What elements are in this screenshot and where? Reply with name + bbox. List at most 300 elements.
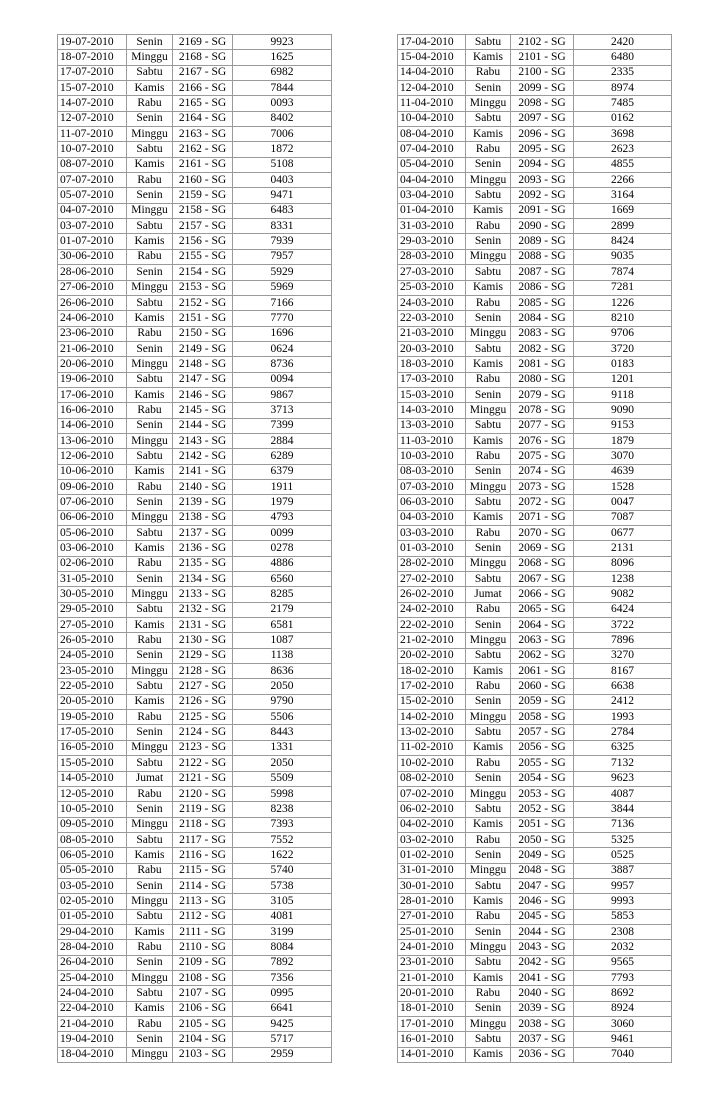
number-cell: 3887 [574,863,672,878]
date-cell: 03-07-2010 [58,219,127,234]
date-cell: 03-06-2010 [58,541,127,556]
date-cell: 25-04-2010 [58,970,127,985]
number-cell: 6379 [233,464,332,479]
results-table-left-body [58,35,332,1063]
day-cell: Minggu [466,863,511,878]
code-cell: 2164 - SG [173,111,233,126]
code-cell: 2097 - SG [511,111,574,126]
table-row [58,387,332,402]
day-cell: Senin [466,694,511,709]
day-cell: Kamis [127,81,173,96]
date-cell: 08-07-2010 [58,157,127,172]
day-cell: Minggu [127,50,173,65]
date-cell: 19-05-2010 [58,710,127,725]
day-cell: Senin [466,924,511,939]
table-row [58,81,332,96]
number-cell: 2623 [574,142,672,157]
table-row [398,295,672,310]
code-cell: 2108 - SG [173,970,233,985]
number-cell: 1087 [233,633,332,648]
number-cell: 6480 [574,50,672,65]
code-cell: 2147 - SG [173,372,233,387]
number-cell: 0677 [574,526,672,541]
number-cell: 8238 [233,802,332,817]
day-cell: Kamis [466,280,511,295]
date-cell: 18-02-2010 [398,664,466,679]
number-cell: 2899 [574,219,672,234]
code-cell: 2093 - SG [511,173,574,188]
day-cell: Rabu [127,96,173,111]
number-cell: 8096 [574,556,672,571]
table-row [398,587,672,602]
code-cell: 2041 - SG [511,970,574,985]
code-cell: 2079 - SG [511,387,574,402]
day-cell: Rabu [127,326,173,341]
code-cell: 2144 - SG [173,418,233,433]
date-cell: 02-06-2010 [58,556,127,571]
date-cell: 24-06-2010 [58,311,127,326]
date-cell: 03-03-2010 [398,526,466,541]
code-cell: 2121 - SG [173,771,233,786]
number-cell: 4087 [574,786,672,801]
code-cell: 2098 - SG [511,96,574,111]
day-cell: Rabu [466,756,511,771]
code-cell: 2139 - SG [173,495,233,510]
date-cell: 18-01-2010 [398,1001,466,1016]
day-cell: Senin [466,387,511,402]
date-cell: 18-04-2010 [58,1047,127,1062]
number-cell: 2335 [574,65,672,80]
table-row [58,756,332,771]
date-cell: 03-05-2010 [58,878,127,893]
table-row [58,802,332,817]
day-cell: Kamis [127,311,173,326]
code-cell: 2107 - SG [173,986,233,1001]
day-cell: Senin [466,464,511,479]
table-row [58,449,332,464]
date-cell: 16-06-2010 [58,403,127,418]
day-cell: Minggu [466,786,511,801]
day-cell: Kamis [466,1047,511,1062]
date-cell: 14-03-2010 [398,403,466,418]
date-cell: 17-06-2010 [58,387,127,402]
date-cell: 01-05-2010 [58,909,127,924]
day-cell: Sabtu [466,955,511,970]
table-row [398,495,672,510]
date-cell: 27-05-2010 [58,618,127,633]
code-cell: 2104 - SG [173,1032,233,1047]
number-cell: 7040 [574,1047,672,1062]
date-cell: 28-01-2010 [398,894,466,909]
table-row [58,418,332,433]
code-cell: 2037 - SG [511,1032,574,1047]
table-row [398,111,672,126]
date-cell: 12-04-2010 [398,81,466,96]
number-cell: 5509 [233,771,332,786]
table-row [58,495,332,510]
code-cell: 2048 - SG [511,863,574,878]
day-cell: Kamis [466,203,511,218]
code-cell: 2052 - SG [511,802,574,817]
number-cell: 5108 [233,157,332,172]
day-cell: Rabu [466,295,511,310]
day-cell: Senin [466,157,511,172]
date-cell: 17-03-2010 [398,372,466,387]
number-cell: 8692 [574,986,672,1001]
table-row [398,35,672,50]
day-cell: Rabu [127,403,173,418]
table-row [398,618,672,633]
table-row [58,203,332,218]
table-row [58,403,332,418]
date-cell: 10-02-2010 [398,756,466,771]
number-cell: 1669 [574,203,672,218]
number-cell: 3164 [574,188,672,203]
date-cell: 08-05-2010 [58,832,127,847]
number-cell: 1201 [574,372,672,387]
date-cell: 17-02-2010 [398,679,466,694]
code-cell: 2046 - SG [511,894,574,909]
table-row [398,664,672,679]
code-cell: 2142 - SG [173,449,233,464]
number-cell: 3070 [574,449,672,464]
number-cell: 3722 [574,618,672,633]
code-cell: 2138 - SG [173,510,233,525]
table-row [398,142,672,157]
number-cell: 5969 [233,280,332,295]
number-cell: 7896 [574,633,672,648]
date-cell: 20-02-2010 [398,648,466,663]
number-cell: 7136 [574,817,672,832]
code-cell: 2130 - SG [173,633,233,648]
table-row [398,96,672,111]
table-row [398,832,672,847]
table-row [58,909,332,924]
day-cell: Minggu [127,664,173,679]
table-row [398,234,672,249]
date-cell: 19-06-2010 [58,372,127,387]
day-cell: Kamis [127,387,173,402]
date-cell: 25-03-2010 [398,280,466,295]
number-cell: 6424 [574,602,672,617]
date-cell: 26-05-2010 [58,633,127,648]
number-cell: 9923 [233,35,332,50]
date-cell: 17-07-2010 [58,65,127,80]
code-cell: 2051 - SG [511,817,574,832]
date-cell: 19-04-2010 [58,1032,127,1047]
date-cell: 25-01-2010 [398,924,466,939]
table-row [58,35,332,50]
code-cell: 2103 - SG [173,1047,233,1062]
table-row [398,433,672,448]
number-cell: 2050 [233,756,332,771]
date-cell: 01-03-2010 [398,541,466,556]
code-cell: 2152 - SG [173,295,233,310]
day-cell: Rabu [127,249,173,264]
code-cell: 2099 - SG [511,81,574,96]
day-cell: Minggu [466,1017,511,1032]
date-cell: 04-07-2010 [58,203,127,218]
table-row [398,1032,672,1047]
date-cell: 22-02-2010 [398,618,466,633]
day-cell: Senin [127,725,173,740]
code-cell: 2135 - SG [173,556,233,571]
day-cell: Minggu [466,249,511,264]
number-cell: 2032 [574,940,672,955]
day-cell: Rabu [127,940,173,955]
number-cell: 7892 [233,955,332,970]
table-row [398,387,672,402]
table-row [58,694,332,709]
number-cell: 6638 [574,679,672,694]
table-row [398,955,672,970]
number-cell: 7874 [574,265,672,280]
number-cell: 7166 [233,295,332,310]
number-cell: 2266 [574,173,672,188]
code-cell: 2102 - SG [511,35,574,50]
date-cell: 22-04-2010 [58,1001,127,1016]
date-cell: 15-03-2010 [398,387,466,402]
table-row [58,142,332,157]
table-row [398,173,672,188]
day-cell: Senin [466,771,511,786]
number-cell: 8424 [574,234,672,249]
code-cell: 2146 - SG [173,387,233,402]
code-cell: 2067 - SG [511,572,574,587]
date-cell: 14-04-2010 [398,65,466,80]
table-row [398,449,672,464]
date-cell: 10-06-2010 [58,464,127,479]
table-row [58,924,332,939]
number-cell: 9425 [233,1017,332,1032]
code-cell: 2047 - SG [511,878,574,893]
date-cell: 06-03-2010 [398,495,466,510]
table-row [398,863,672,878]
table-row [58,341,332,356]
day-cell: Rabu [466,372,511,387]
table-row [58,878,332,893]
day-cell: Sabtu [466,418,511,433]
code-cell: 2094 - SG [511,157,574,172]
day-cell: Minggu [127,280,173,295]
table-row [58,1017,332,1032]
day-cell: Sabtu [127,219,173,234]
date-cell: 15-05-2010 [58,756,127,771]
date-cell: 23-06-2010 [58,326,127,341]
number-cell: 8736 [233,357,332,372]
code-cell: 2036 - SG [511,1047,574,1062]
table-row [58,572,332,587]
number-cell: 3270 [574,648,672,663]
table-row [398,817,672,832]
date-cell: 27-01-2010 [398,909,466,924]
table-row [58,740,332,755]
code-cell: 2166 - SG [173,81,233,96]
number-cell: 4855 [574,157,672,172]
code-cell: 2132 - SG [173,602,233,617]
date-cell: 05-07-2010 [58,188,127,203]
code-cell: 2050 - SG [511,832,574,847]
code-cell: 2129 - SG [173,648,233,663]
day-cell: Kamis [127,541,173,556]
number-cell: 8285 [233,587,332,602]
day-cell: Rabu [127,633,173,648]
table-row [398,203,672,218]
date-cell: 20-03-2010 [398,341,466,356]
number-cell: 6325 [574,740,672,755]
number-cell: 2884 [233,433,332,448]
date-cell: 11-02-2010 [398,740,466,755]
number-cell: 7006 [233,127,332,142]
day-cell: Jumat [127,771,173,786]
day-cell: Kamis [127,234,173,249]
code-cell: 2131 - SG [173,618,233,633]
number-cell: 2784 [574,725,672,740]
table-row [398,249,672,264]
code-cell: 2150 - SG [173,326,233,341]
date-cell: 03-04-2010 [398,188,466,203]
code-cell: 2154 - SG [173,265,233,280]
table-row [58,725,332,740]
day-cell: Rabu [466,142,511,157]
day-cell: Senin [466,541,511,556]
date-cell: 15-02-2010 [398,694,466,709]
date-cell: 24-03-2010 [398,295,466,310]
table-row [58,710,332,725]
table-row [398,940,672,955]
code-cell: 2065 - SG [511,602,574,617]
date-cell: 28-06-2010 [58,265,127,280]
date-cell: 09-06-2010 [58,479,127,494]
day-cell: Sabtu [127,526,173,541]
day-cell: Rabu [466,986,511,1001]
date-cell: 17-05-2010 [58,725,127,740]
code-cell: 2058 - SG [511,710,574,725]
results-table-right-body [398,35,672,1063]
date-cell: 12-07-2010 [58,111,127,126]
day-cell: Minggu [127,587,173,602]
day-cell: Rabu [466,219,511,234]
number-cell: 1226 [574,295,672,310]
day-cell: Senin [127,35,173,50]
number-cell: 6560 [233,572,332,587]
code-cell: 2086 - SG [511,280,574,295]
number-cell: 9706 [574,326,672,341]
code-cell: 2084 - SG [511,311,574,326]
table-row [58,96,332,111]
date-cell: 11-07-2010 [58,127,127,142]
day-cell: Senin [466,1001,511,1016]
table-row [398,1001,672,1016]
number-cell: 1879 [574,433,672,448]
date-cell: 22-05-2010 [58,679,127,694]
number-cell: 3105 [233,894,332,909]
code-cell: 2076 - SG [511,433,574,448]
number-cell: 9565 [574,955,672,970]
table-row [58,817,332,832]
number-cell: 7356 [233,970,332,985]
date-cell: 31-05-2010 [58,572,127,587]
date-cell: 16-01-2010 [398,1032,466,1047]
code-cell: 2100 - SG [511,65,574,80]
day-cell: Kamis [127,464,173,479]
day-cell: Sabtu [127,756,173,771]
day-cell: Senin [466,848,511,863]
code-cell: 2120 - SG [173,786,233,801]
number-cell: 1872 [233,142,332,157]
day-cell: Kamis [127,848,173,863]
date-cell: 14-06-2010 [58,418,127,433]
table-row [58,1032,332,1047]
day-cell: Sabtu [127,986,173,1001]
day-cell: Kamis [127,157,173,172]
code-cell: 2042 - SG [511,955,574,970]
number-cell: 6483 [233,203,332,218]
table-row [398,725,672,740]
date-cell: 19-07-2010 [58,35,127,50]
day-cell: Kamis [127,694,173,709]
code-cell: 2123 - SG [173,740,233,755]
number-cell: 3720 [574,341,672,356]
code-cell: 2145 - SG [173,403,233,418]
code-cell: 2085 - SG [511,295,574,310]
table-row [58,433,332,448]
table-row [398,127,672,142]
day-cell: Sabtu [466,265,511,280]
date-cell: 13-02-2010 [398,725,466,740]
table-row [398,633,672,648]
day-cell: Minggu [466,940,511,955]
number-cell: 0403 [233,173,332,188]
table-row [398,403,672,418]
number-cell: 9993 [574,894,672,909]
code-cell: 2072 - SG [511,495,574,510]
number-cell: 1993 [574,710,672,725]
table-row [58,940,332,955]
table-row [58,219,332,234]
date-cell: 23-01-2010 [398,955,466,970]
number-cell: 0183 [574,357,672,372]
code-cell: 2148 - SG [173,357,233,372]
code-cell: 2043 - SG [511,940,574,955]
code-cell: 2143 - SG [173,433,233,448]
number-cell: 9082 [574,587,672,602]
code-cell: 2112 - SG [173,909,233,924]
code-cell: 2151 - SG [173,311,233,326]
number-cell: 0624 [233,341,332,356]
date-cell: 21-04-2010 [58,1017,127,1032]
code-cell: 2087 - SG [511,265,574,280]
date-cell: 21-03-2010 [398,326,466,341]
date-cell: 04-02-2010 [398,817,466,832]
code-cell: 2111 - SG [173,924,233,939]
date-cell: 26-06-2010 [58,295,127,310]
table-row [398,710,672,725]
day-cell: Kamis [466,894,511,909]
day-cell: Kamis [466,817,511,832]
day-cell: Minggu [466,403,511,418]
number-cell: 5506 [233,710,332,725]
table-row [58,295,332,310]
number-cell: 3844 [574,802,672,817]
number-cell: 7087 [574,510,672,525]
table-row [58,771,332,786]
code-cell: 2064 - SG [511,618,574,633]
results-table-left [57,34,332,1063]
code-cell: 2156 - SG [173,234,233,249]
table-row [398,802,672,817]
day-cell: Sabtu [466,572,511,587]
